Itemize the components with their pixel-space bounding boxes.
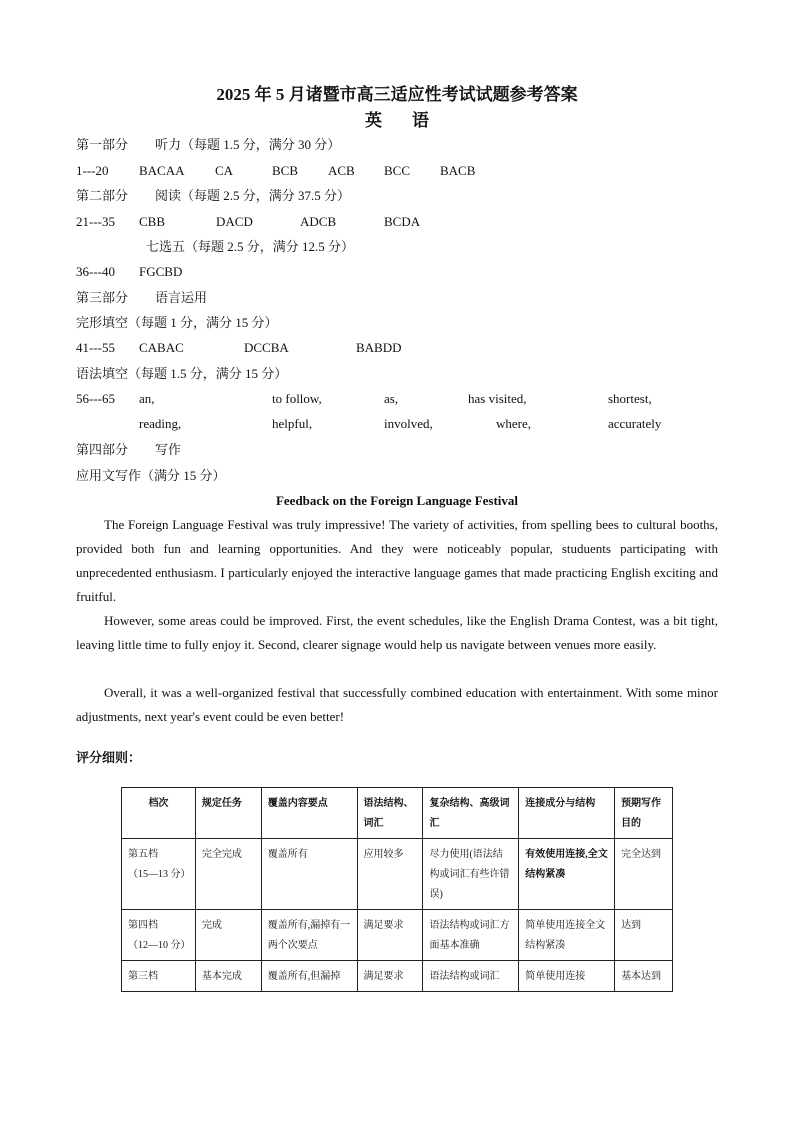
purpose-cell: 基本达到 bbox=[615, 961, 673, 992]
grammar-heading: 语法填空（每题 1.5 分，满分 15 分） bbox=[76, 366, 288, 381]
part1-desc: 听力（每题 1.5 分，满分 30 分） bbox=[155, 137, 341, 152]
column-header: 档次 bbox=[122, 788, 196, 839]
part2-label: 第二部分 bbox=[76, 188, 129, 203]
level-score: （15—13 分） bbox=[128, 869, 191, 880]
column-header: 连接成分与结构 bbox=[519, 788, 615, 839]
grammar-answer: where, bbox=[496, 416, 532, 431]
applied-writing-heading: 应用文写作（满分 15 分） bbox=[76, 468, 226, 483]
essay-paragraph: Overall, it was a well-organized festival that successfully combined education with entertainment. With some minor adjustments, next year's event could be even better! bbox=[76, 685, 718, 724]
part2-sub-range: 36---40 bbox=[76, 264, 115, 279]
part1-label: 第一部分 bbox=[76, 137, 129, 152]
table-row bbox=[122, 910, 673, 961]
part3-desc: 语言运用 bbox=[155, 290, 208, 305]
grammar-range: 56---65 bbox=[76, 391, 115, 406]
part3-label: 第三部分 bbox=[76, 290, 129, 305]
complex-cell: 语法结构或词汇方面基本准确 bbox=[423, 910, 519, 961]
task-cell: 完全完成 bbox=[195, 839, 261, 910]
cohesion-cell: 简单使用连接 bbox=[519, 961, 615, 992]
rubric-table bbox=[121, 787, 673, 992]
part2-sub-heading: 七选五（每题 2.5 分，满分 12.5 分） bbox=[146, 239, 355, 254]
level-name: 第五档 bbox=[128, 849, 158, 860]
coverage-cell: 覆盖所有,但漏掉 bbox=[261, 961, 357, 992]
answer-group: BACB bbox=[440, 163, 476, 178]
grammar-cell: 满足要求 bbox=[357, 961, 423, 992]
part2-desc: 阅读（每题 2.5 分，满分 37.5 分） bbox=[155, 188, 351, 203]
answer-group: CA bbox=[215, 163, 234, 178]
column-header: 复杂结构、高级词汇 bbox=[423, 788, 519, 839]
coverage-cell: 覆盖所有,漏掉有一两个次要点 bbox=[261, 910, 357, 961]
grammar-cell: 应用较多 bbox=[357, 839, 423, 910]
essay-paragraph: The Foreign Language Festival was truly impressive! The variety of activities, from spelling bees to cultural booths, provided both fun and learning opportunities. And they were noticeably popular, studuents participating with unprecedented enthusiasm. I particularly enjoyed the interactive language games that made practicing English exciting and fruitful. bbox=[76, 517, 718, 604]
column-header: 覆盖内容要点 bbox=[261, 788, 357, 839]
grammar-answer: reading, bbox=[139, 416, 182, 431]
page-title: 2025 年 5 月诸暨市高三适应性考试试题参考答案 bbox=[216, 85, 578, 104]
answer-group: BABDD bbox=[356, 340, 402, 355]
level-score: （12—10 分） bbox=[128, 940, 191, 951]
table-row bbox=[122, 961, 673, 992]
coverage-cell: 覆盖所有 bbox=[261, 839, 357, 910]
answer-group: BCC bbox=[384, 163, 411, 178]
complex-cell: 语法结构或词汇 bbox=[423, 961, 519, 992]
answer-group: ACB bbox=[328, 163, 355, 178]
answer-group: DACD bbox=[216, 214, 253, 229]
grammar-answer: involved, bbox=[384, 416, 433, 431]
grammar-answer: shortest, bbox=[608, 391, 652, 406]
task-cell: 基本完成 bbox=[195, 961, 261, 992]
cloze-range: 41---55 bbox=[76, 340, 115, 355]
answer-group: CABAC bbox=[139, 340, 184, 355]
answer-group: ADCB bbox=[300, 214, 337, 229]
table-row bbox=[122, 839, 673, 910]
grammar-answer: has visited, bbox=[468, 391, 527, 406]
answer-group: DCCBA bbox=[244, 340, 289, 355]
part2-range: 21---35 bbox=[76, 214, 115, 229]
purpose-cell: 达到 bbox=[615, 910, 673, 961]
part1-range: 1---20 bbox=[76, 163, 109, 178]
level-name: 第三档 bbox=[128, 971, 158, 982]
answer-group: FGCBD bbox=[139, 264, 183, 279]
grammar-answer: to follow, bbox=[272, 391, 322, 406]
level-name: 第四档 bbox=[128, 920, 158, 931]
cloze-heading: 完形填空（每题 1 分，满分 15 分） bbox=[76, 315, 278, 330]
grammar-answer: an, bbox=[139, 391, 155, 406]
level-cell bbox=[122, 839, 196, 910]
table-header-row bbox=[122, 788, 673, 839]
grammar-answer: accurately bbox=[608, 416, 662, 431]
grammar-answer: helpful, bbox=[272, 416, 313, 431]
task-cell: 完成 bbox=[195, 910, 261, 961]
level-cell bbox=[122, 961, 196, 992]
level-cell bbox=[122, 910, 196, 961]
rubric-heading: 评分细则： bbox=[76, 751, 142, 766]
grammar-cell: 满足要求 bbox=[357, 910, 423, 961]
column-header: 语法结构、词汇 bbox=[357, 788, 423, 839]
answer-group: BCDA bbox=[384, 214, 421, 229]
cohesion-cell: 简单使用连接全文结构紧凑 bbox=[519, 910, 615, 961]
essay-title: Feedback on the Foreign Language Festival bbox=[275, 493, 519, 508]
cohesion-cell: 有效使用连接,全文结构紧凑 bbox=[519, 839, 615, 910]
essay-paragraph: However, some areas could be improved. First, the event schedules, like the English Drama Contest, was a bit tight, leaving little time to fully enjoy it. Second, clearer signage would help us navigate between venues more easily. bbox=[76, 613, 718, 652]
column-header: 规定任务 bbox=[195, 788, 261, 839]
answer-group: CBB bbox=[139, 214, 166, 229]
answer-group: BACAA bbox=[139, 163, 185, 178]
subject-title: 英语 bbox=[365, 111, 459, 130]
purpose-cell: 完全达到 bbox=[615, 839, 673, 910]
part4-desc: 写作 bbox=[155, 442, 182, 457]
column-header: 预期写作目的 bbox=[615, 788, 673, 839]
grammar-answer: as, bbox=[384, 391, 399, 406]
answer-group: BCB bbox=[272, 163, 299, 178]
complex-cell: 尽力使用(语法结构或词汇有些许错误) bbox=[423, 839, 519, 910]
part4-label: 第四部分 bbox=[76, 442, 129, 457]
